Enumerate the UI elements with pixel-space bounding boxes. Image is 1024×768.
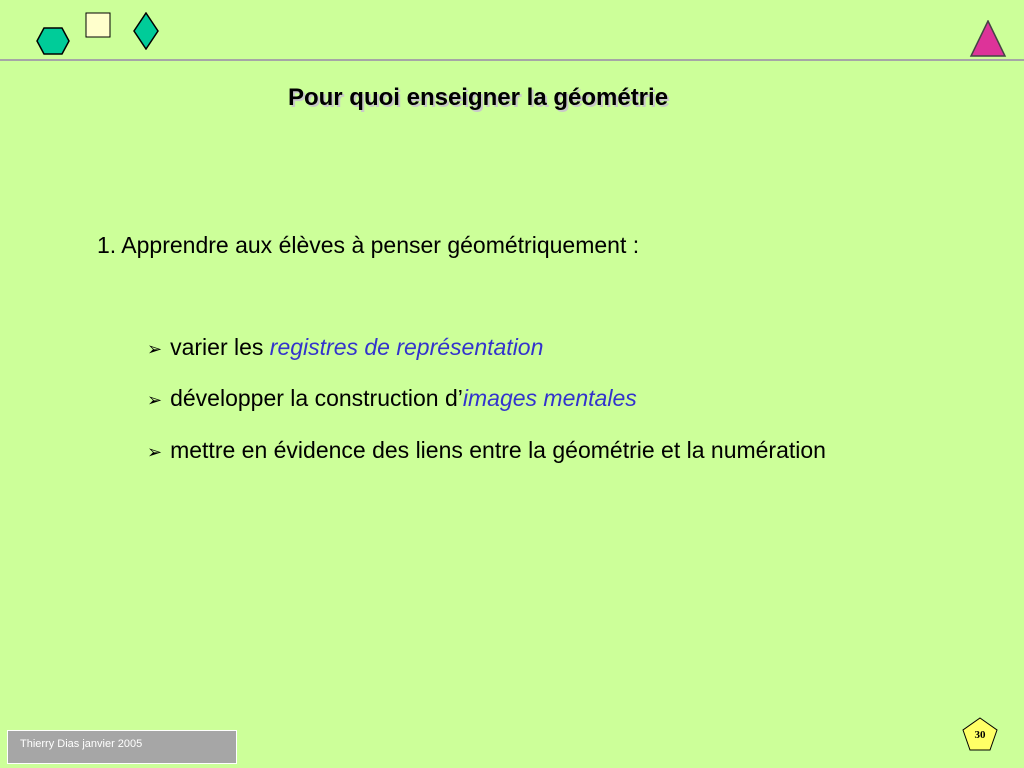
footer-box <box>7 730 237 764</box>
bullet-text: varier les <box>170 334 270 360</box>
bullet-item <box>147 434 867 469</box>
arrow-bullet-icon: ➢ <box>147 390 163 410</box>
arrow-bullet-icon: ➢ <box>147 442 163 462</box>
page-number: 30 <box>974 729 986 741</box>
bullet-emphasis: images mentales <box>462 385 637 411</box>
diamond-icon <box>132 12 160 50</box>
bullet-item <box>147 331 867 366</box>
bullet-text: développer la construction d’ <box>170 385 463 411</box>
footer-author-date: Thierry Dias janvier 2005 <box>20 738 143 750</box>
hexagon-icon <box>35 27 71 55</box>
square-icon <box>85 12 111 38</box>
bullet-emphasis: registres de représentation <box>269 334 544 360</box>
bullet-item <box>147 382 867 417</box>
arrow-bullet-icon: ➢ <box>147 339 163 359</box>
section-heading: 1. Apprendre aux élèves à penser géométriquement : <box>97 232 640 258</box>
header-divider <box>0 59 1024 61</box>
bullet-text: mettre en évidence des liens entre la géométrie et la numération <box>170 437 826 463</box>
triangle-icon <box>969 20 1007 58</box>
slide-title: Pour quoi enseigner la géométrie <box>287 84 669 111</box>
